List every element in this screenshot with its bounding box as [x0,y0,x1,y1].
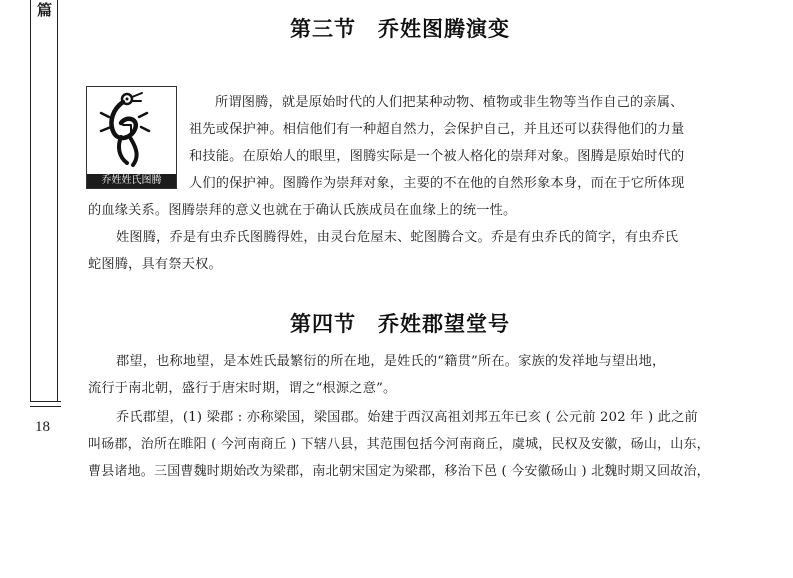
s4-para1-line: 郡望，也称地望，是本姓氏最繁衍的所在地，是姓氏的“籍贯”所在。家族的发祥地与望出地， [116,354,666,369]
figure-caption: 乔姓姓氏图腾 [87,174,176,188]
s3-para2-line: 蛇图腾，具有祭天权。 [88,257,222,272]
margin-label: 篇 [37,1,53,19]
s3-para1-line: 所谓图腾，就是原始时代的人们把某种动物、植物或非生物等当作自己的亲属、 [215,95,684,110]
totem-figure [86,86,177,189]
s3-para1-line: 人们的保护神。图腾作为崇拜对象，主要的不在他的自然形象本身，而在于它所体现 [189,176,685,191]
s4-para2-line: 乔氏郡望，(1) 梁郡 : 亦称梁国，梁国郡。始建于西汉高祖刘邦五年已亥 ( 公元前 202 年 ) 此之前 [116,410,698,425]
s4-para2-line: 曹县诸地。三国曹魏时期始改为梁郡，南北朝宋国定为梁郡，移治下邑 ( 今安徽砀山 ) 北魏时期又回故治， [88,464,710,479]
page-number: 18 [35,419,50,435]
s3-para1-line: 和技能。在原始人的眼里，图腾实际是一个被人格化的崇拜对象。图腾是原始时代的 [189,149,685,164]
margin-column [30,0,58,401]
s4-para2-line: 叫砀郡，治所在睢阳 ( 今河南商丘 ) 下辖八县，其范围包括今河南商丘，虞城，民权及安徽，砀山，山东， [88,437,710,452]
section-title-3: 第三节 乔姓图腾演变 [290,17,510,41]
s4-para1-line: 流行于南北朝，盛行于唐宋时期，谓之“根源之意”。 [88,381,397,396]
s3-para1-line: 祖先或保护神。相信他们有一种超自然力，会保护自己，并且还可以获得他们的力量 [189,122,685,137]
section-title-4: 第四节 乔姓郡望堂号 [290,312,510,336]
snake-totem-icon [87,87,176,174]
s3-para2-line: 姓图腾，乔是有虫乔氏图腾得姓，由灵台危屋末、蛇图腾合文。乔是有虫乔氏的简字，有虫乔氏 [116,230,679,245]
s3-para1-line: 的血缘关系。图腾崇拜的意义也就在于确认氏族成员在血缘上的统一性。 [88,203,517,218]
margin-rule-bottom [30,406,61,407]
margin-rule-top [30,401,61,402]
